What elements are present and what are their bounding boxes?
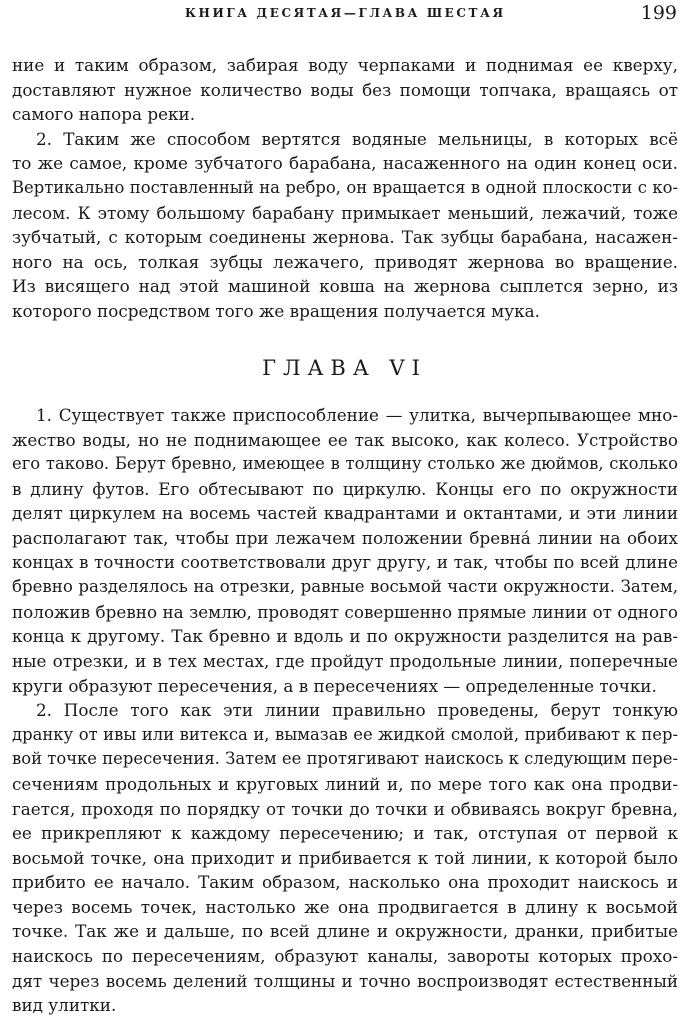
- text-line: бревно разделялось на отрезки, равные восьмой части окружности. Затем,: [12, 577, 678, 597]
- text-line: круги образуют пересечения, а в пересечениях — определенные точки.: [12, 675, 657, 696]
- text-line: Из висящего над этой машиной ковша на жернова сыплется зерно, из: [12, 276, 678, 297]
- page-number: 199: [640, 2, 677, 24]
- text-line: самого напора реки.: [12, 104, 196, 125]
- text-line: гается, проходя по порядку от точки до точки и обвиваясь вокруг бревна,: [12, 798, 678, 819]
- text-line: в длину футов. Его обтесывают по циркулю. Концы его по окружности: [12, 478, 678, 499]
- text-line: ные отрезки, и в тех местах, где пройдут продольные линии, поперечные: [12, 650, 678, 671]
- text-line: зубчатый, с которым соединены жернова. Так зубцы барабана, насажен-: [12, 227, 678, 248]
- text-line: наискось по пересечениям, образуют каналы, завороты которых прохо-: [12, 946, 678, 967]
- text-line: 2. После того как эти линии правильно проведены, берут тонкую: [36, 700, 678, 721]
- text-line: ее прикрепляют к каждому пересечению; и так, отступая от первой к: [12, 823, 678, 844]
- text-line: лесом. К этому большому барабану примыкает меньший, лежачий, тоже: [12, 202, 678, 223]
- text-line: точке. Так же и дальше, по всей длине и окружности, дранки, прибитые: [12, 921, 678, 942]
- text-line: то же самое, кроме зубчатого барабана, насаженного на один конец оси.: [12, 153, 678, 174]
- text-line: располагают так, чтобы при лежачем положении бревна́ линии на обоих: [12, 527, 678, 548]
- text-line: которого посредством того же вращения получается мука.: [12, 300, 540, 321]
- text-line: доставляют нужное количество воды без помощи топчака, вращаясь от: [12, 79, 678, 100]
- text-line: Вертикально поставленный на ребро, он вращается в одной плоскости с ко-: [12, 177, 678, 197]
- text-line: положив бревно на землю, проводят совершенно прямые линии от одного: [12, 601, 678, 622]
- text-line: дят через восемь делений толщины и точно воспроизводят естественный: [12, 970, 678, 991]
- text-line: вид улитки.: [12, 995, 117, 1016]
- text-line: его таково. Берут бревно, имеющее в толщину столько же дюймов, сколько: [12, 454, 678, 474]
- text-line: дранку от ивы или витекса и, вымазав ее жидкой смолой, прибивают к пер-: [12, 724, 678, 744]
- text-line: концах в точности соответствовали друг другу, и так, чтобы по всей длине: [12, 552, 678, 572]
- text-line: 1. Существует также приспособление — улитка, вычерпывающее мно-: [36, 405, 678, 425]
- text-line: ние и таким образом, забирая воду черпаками и поднимая ее кверху,: [12, 55, 678, 75]
- top-section: [12, 53, 678, 324]
- text-line: через восемь точек, настолько же она продвигается в длину к восьмой: [12, 896, 678, 917]
- running-head: КНИГА ДЕСЯТАЯ—ГЛАВА ШЕСТАЯ: [185, 6, 506, 20]
- text-line: ного на ось, толкая зубцы лежачего, приводят жернова во вращение.: [12, 251, 678, 272]
- text-line: восьмой точке, она приходит и прибивается к той линии, к которой было: [12, 847, 678, 868]
- text-line: конца к другому. Так бревно и вдоль и по окружности разделится на рав-: [12, 626, 678, 647]
- text-line: 2. Таким же способом вертятся водяные мельницы, в которых всё: [36, 128, 678, 149]
- text-line: сечениям продольных и круговых линий и, по мере того как она продви-: [12, 773, 678, 794]
- text-line: делят циркулем на восемь частей квадрантами и октантами, и эти линии: [12, 503, 678, 524]
- text-line: прибито ее начало. Таким образом, насколько она проходит наискось и: [12, 872, 678, 893]
- text-line: жество воды, но не поднимающее ее так высоко, как колесо. Устройство: [12, 429, 678, 450]
- chapter-body: [12, 403, 678, 1018]
- text-line: вой точке пересечения. Затем ее протягивают наискось к следующим пере-: [12, 749, 678, 769]
- chapter-heading: ГЛАВА VI: [262, 356, 427, 380]
